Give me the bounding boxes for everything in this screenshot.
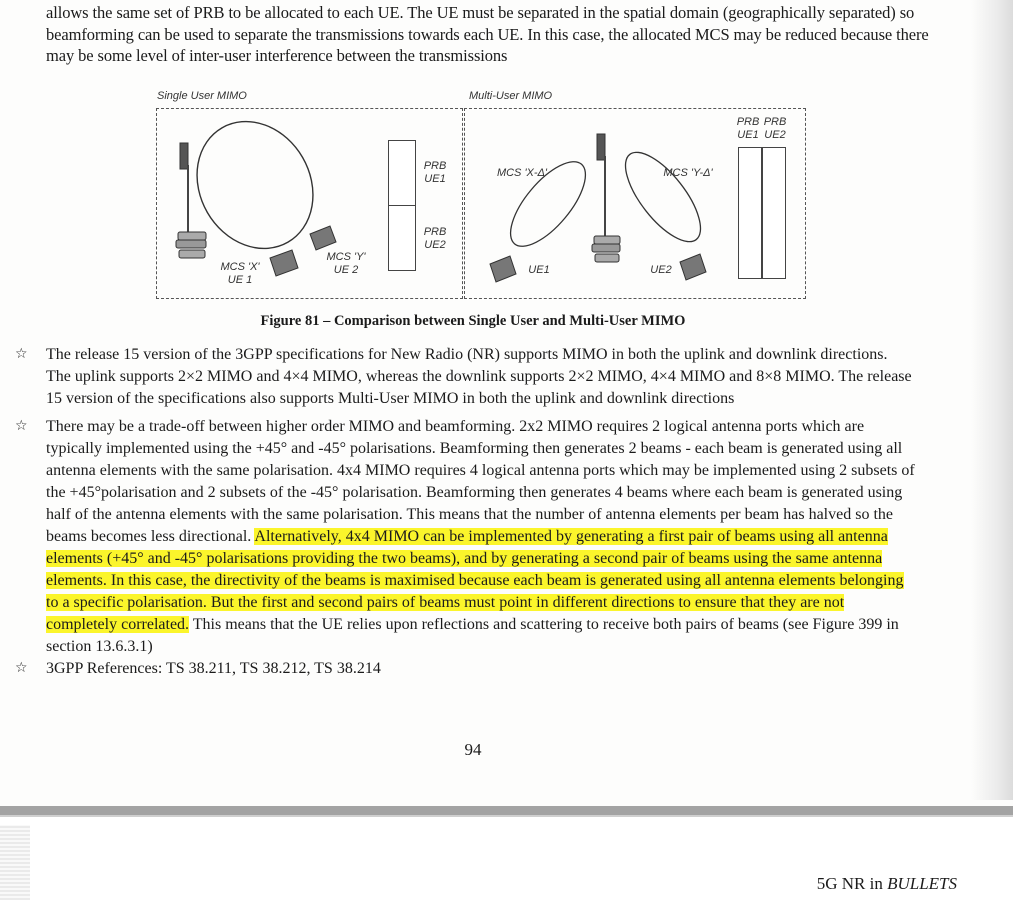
bullet-line (46, 592, 932, 614)
mu-prb-ue2-header: PRB UE2 (763, 116, 787, 141)
mu-ue2-device-icon (680, 254, 706, 280)
bullet-3gpp-references (46, 658, 932, 680)
intro-line: may be some level of inter-user interference between the transmissions (46, 46, 508, 65)
brand-prefix: 5G NR in (816, 874, 888, 893)
mu-ue2-label: UE2 (650, 264, 672, 276)
mu-prb-ue1-header: PRB UE1 (736, 116, 760, 141)
bullet-line: section 13.6.3.1) (46, 638, 153, 655)
footer-brand (817, 874, 957, 894)
mu-mcs-right-label: MCS 'Y-Δ' (663, 167, 713, 179)
su-ue2-label: MCS 'Y' UE 2 (326, 251, 366, 276)
highlighted-text: elements (+45° and -45° polarisations providing the two beams), and by generating a second pair of beams using the same antenna (46, 550, 883, 567)
su-ue1-device-icon (270, 250, 298, 276)
mu-prb-ue2-block (762, 147, 786, 279)
su-mimo-title: Single User MIMO (157, 90, 247, 102)
su-prb-ue1-block (388, 140, 416, 206)
plain-text: This means that the UE relies upon reflections and scattering to receive both pairs of beams (see Figure 399 in (189, 616, 899, 633)
su-ue1-label: MCS 'X' UE 1 (220, 261, 260, 286)
bullet-line: 3GPP References: TS 38.211, TS 38.212, TS 38.214 (46, 660, 381, 677)
page-divider (0, 806, 1013, 817)
bullet-mimo-beamforming (46, 416, 932, 658)
mu-ue1-label: UE1 (528, 264, 550, 276)
highlighted-text: completely correlated. (46, 616, 190, 633)
bullet-mimo-release15 (46, 344, 932, 410)
bullet-line (46, 570, 932, 592)
bullet-line (46, 548, 932, 570)
su-prb-ue2-label: PRB UE2 (423, 226, 447, 251)
bullet-line: typically implemented using the +45° and -45° polarisations. Beamforming then generates 2 beams - each beam is generated using all (46, 440, 903, 457)
mu-prb-ue1-block (738, 147, 762, 279)
bullet-line (46, 526, 932, 548)
bullet-line: The uplink supports 2×2 MIMO and 4×4 MIMO, whereas the downlink supports 2×2 MIMO, 4×4 MIMO and 8×8 MIMO. The release (46, 368, 912, 385)
su-prb-ue1-label: PRB UE1 (423, 160, 447, 185)
bullet-line: antenna elements with the same polarisation. 4x4 MIMO requires 4 logical antenna ports which may be implemented using 2 subsets of (46, 462, 915, 479)
mu-antenna-icon (592, 134, 620, 262)
page-number: 94 (464, 740, 482, 759)
star-bullet-icon: ☆ (15, 346, 28, 362)
highlighted-text: elements. In this case, the directivity of the beams is maximised because each beam is generated using all antenna elements belonging (46, 572, 904, 589)
su-prb-ue2-block (388, 205, 416, 271)
bullet-line: 15 version of the specifications also supports Multi-User MIMO in both the uplink and downlink directions (46, 390, 735, 407)
mu-beam-right (612, 141, 713, 253)
bullet-line: half of the antenna elements with the same polarisation. This means that the number of antenna elements per beam has halved so the (46, 506, 893, 523)
figure-caption: Figure 81 – Comparison between Single User and Multi-User MIMO (260, 313, 686, 329)
plain-text: beams becomes less directional. (46, 528, 255, 545)
su-ue2-device-icon (310, 226, 336, 250)
bullet-line: the +45°polarisation and 2 subsets of the -45° polarisation. Beamforming then generates 4 beams where each beam is generated using (46, 484, 903, 501)
bullet-line: The release 15 version of the 3GPP specifications for New Radio (NR) supports MIMO in both the uplink and downlink directions. (46, 346, 888, 363)
brand-italic: BULLETS (887, 874, 957, 893)
star-bullet-icon: ☆ (15, 418, 28, 434)
intro-line: beamforming can be used to separate the transmissions towards each UE. In this case, the allocated MCS may be reduced because there (46, 24, 929, 44)
mu-mimo-title: Multi-User MIMO (469, 90, 553, 102)
intro-line: allows the same set of PRB to be allocated to each UE. The UE must be separated in the spatial domain (geographically separated) so (46, 3, 915, 22)
highlighted-text: Alternatively, 4x4 MIMO can be implemented by generating a first pair of beams using all antenna (254, 528, 888, 545)
figure-drawing (0, 0, 1013, 320)
highlighted-text: to a specific polarisation. But the first and second pairs of beams must point in different directions to ensure that they are not (46, 594, 845, 611)
mu-ue1-device-icon (490, 256, 516, 282)
star-bullet-icon: ☆ (15, 660, 28, 676)
mu-mcs-left-label: MCS 'X-Δ' (496, 167, 548, 179)
bullet-line: There may be a trade-off between higher order MIMO and beamforming. 2x2 MIMO requires 2 logical antenna ports which are (46, 418, 865, 435)
next-page-gutter (0, 825, 30, 900)
bullet-line (46, 614, 932, 636)
